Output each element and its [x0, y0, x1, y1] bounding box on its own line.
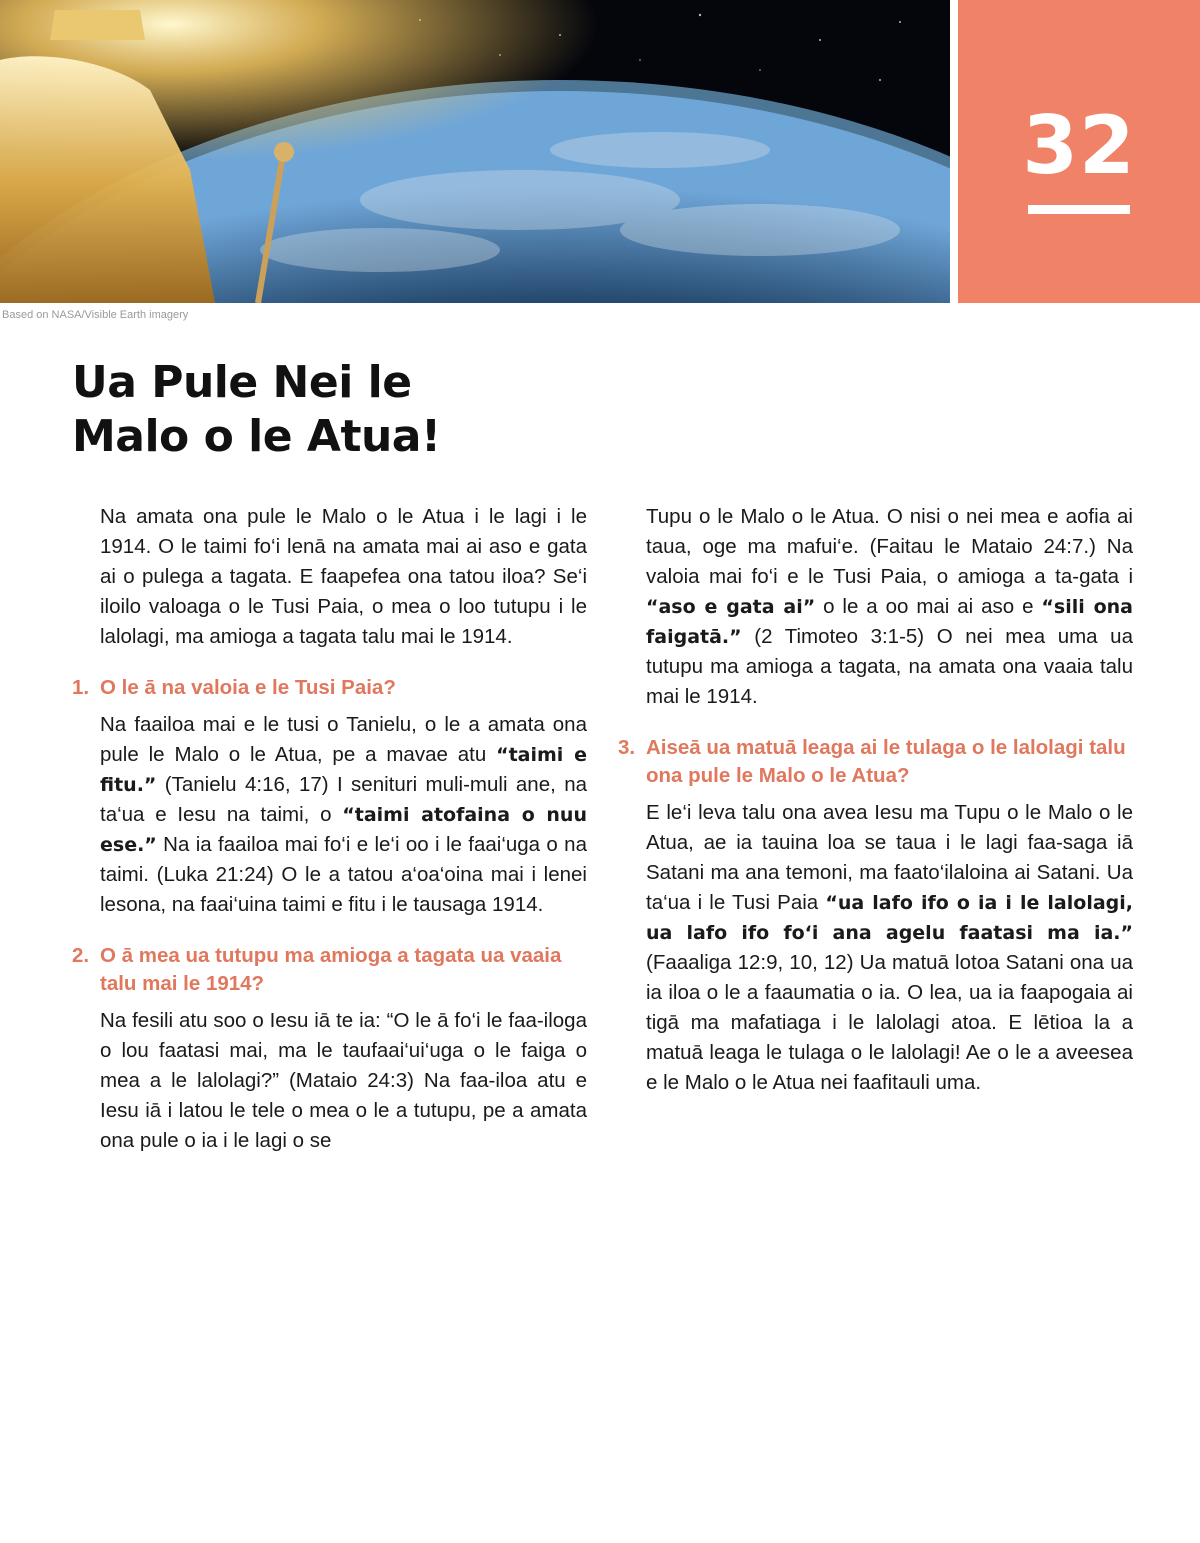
answer-text: Tupu o le Malo o le Atua. O nisi o nei mea e aofia ai taua, oge ma mafui‘e. (Faitau le Mataio 24:7.) Na valoia mai fo‘i e le Tusi Paia, o amioga a ta-gata i: [646, 505, 1133, 588]
quoted-scripture: “ua lafo ifo o ia i le lalolagi, ua lafo ifo fo‘i ana agelu faatasi ma ia.”: [646, 892, 1133, 944]
intro-paragraph: [100, 502, 587, 652]
question-number: 3.: [618, 736, 636, 759]
answer-1-paragraph: [100, 710, 587, 920]
answer-2-paragraph-part-2: [646, 502, 1133, 712]
question-1-heading: [72, 674, 587, 702]
question-text: Aiseā ua matuā leaga ai le tulaga o le lalolagi talu ona pule le Malo o le Atua?: [646, 736, 1126, 787]
answer-text: (2 Timoteo 3:1-5) O nei mea uma ua tutupu ma amioga a tagata, na amata ona vaaia talu mai le 1914.: [646, 625, 1133, 708]
answer-2-paragraph-part-1: [100, 1006, 587, 1156]
question-number: 1.: [72, 676, 90, 699]
answer-text: o le a oo mai ai aso e: [815, 595, 1042, 618]
question-text: O ā mea ua tutupu ma amioga a tagata ua vaaia talu mai le 1914?: [100, 944, 562, 995]
question-text: O le ā na valoia e le Tusi Paia?: [100, 676, 396, 699]
quoted-scripture: “sili ona faigatā.”: [646, 596, 1133, 648]
quoted-scripture: “taimi atofaina o nuu ese.”: [100, 804, 587, 856]
page-title-line-2: Malo o le Atua!: [72, 411, 441, 462]
left-column: [72, 502, 587, 1178]
question-2-heading: [72, 942, 587, 998]
page-title: [72, 356, 441, 464]
answer-text: (Tanielu 4:16, 17) I senituri muli-muli ane, na ta‘ua e Iesu na taimi, o: [100, 773, 587, 826]
answer-text: (Faaaliga 12:9, 10, 12) Ua matuā lotoa Satani ona ua ia iloa o le a faaumatia o ia. O lea, ua ia faapogaia ai tigā ma mafatiaga i le lalolagi atoa. E lētioa la a matuā leaga le tulaga o le lalolagi! Ae o le a aveesea e le Malo o le Atua nei faafitauli uma.: [646, 951, 1133, 1094]
intro-text: Na amata ona pule le Malo o le Atua i le lagi i le 1914. O le taimi fo‘i lenā na amata mai ai aso e gata ai o pulega a tagata. E faapefea ona tatou iloa? Se‘i iloilo valoaga o le Tusi Paia, o mea o loo tutupu i le lalolagi, ma amioga a tagata talu mai le 1914.: [100, 505, 587, 648]
lesson-number: 32: [1022, 99, 1136, 192]
lesson-number-box: [958, 0, 1200, 303]
answer-3-paragraph: [646, 798, 1133, 1098]
answer-text: Na faailoa mai e le tusi o Tanielu, o le a amata ona pule le Malo o le Atua, pe a mavae atu: [100, 713, 587, 766]
hero-image: [0, 0, 950, 303]
hero-earth-illustration: [0, 0, 950, 303]
right-column: [618, 502, 1133, 1120]
page-title-line-1: Ua Pule Nei le: [72, 357, 412, 408]
quoted-scripture: “taimi e fitu.”: [100, 744, 587, 796]
lesson-number-underline: [1028, 205, 1130, 214]
question-3-heading: [618, 734, 1133, 790]
quoted-scripture: “aso e gata ai”: [646, 596, 816, 618]
image-credit: Based on NASA/Visible Earth imagery: [2, 309, 189, 321]
answer-text: Na fesili atu soo o Iesu iā te ia: “O le ā fo‘i le faa-iloga o lou faatasi mai, ma le taufaai‘ui‘uga o le faiga o mea a le lalolagi?” (Mataio 24:3) Na faa-iloa atu e Iesu iā i latou le tele o mea o le a tutupu, pe a amata ona pule o ia i le lagi o se: [100, 1009, 587, 1152]
answer-text: E le‘i leva talu ona avea Iesu ma Tupu o le Malo o le Atua, ae ia tauina loa se taua i le lagi faa-saga iā Satani ma ana temoni, ma faato‘ilaloina ai Satani. Ua ta‘ua i le Tusi Paia: [646, 801, 1133, 914]
question-number: 2.: [72, 944, 90, 967]
answer-text: Na ia faailoa mai fo‘i e le‘i oo i le faai‘uga o na taimi. (Luka 21:24) O le a tatou a‘oa‘oina mai i lenei lesona, na faai‘uina taimi e fitu i le tausaga 1914.: [100, 833, 587, 916]
